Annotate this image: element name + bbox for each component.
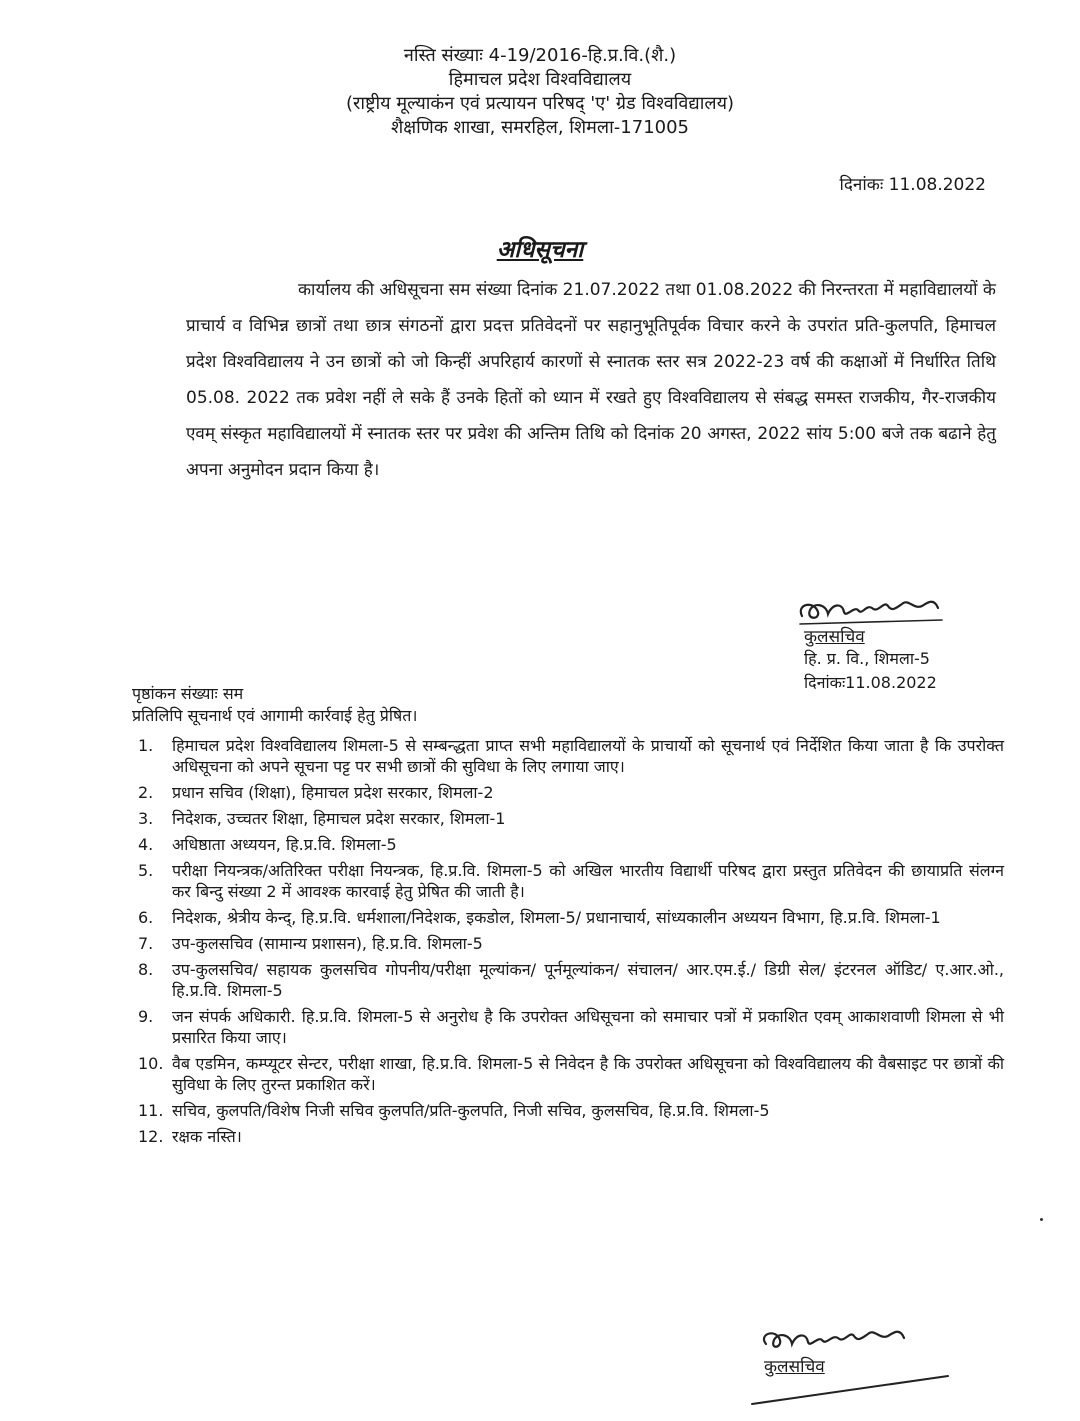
signatory-title: कुलसचिव [764,1357,825,1377]
list-item-number: 4. [138,835,154,854]
list-item-number: 1. [138,736,154,755]
list-item-number: 10. [138,1054,164,1073]
list-item-text: निदेशक, उच्चतर शिक्षा, हिमाचल प्रदेश सरकार, शिमला-1 [172,809,506,828]
list-item-text: रक्षक नस्ति। [172,1127,242,1146]
list-item-number: 7. [138,934,154,953]
list-item-text: सचिव, कुलपति/विशेष निजी सचिव कुलपति/प्रति-कुलपति, निजी सचिव, कुलसचिव, हि.प्र.वि. शिमला-5 [172,1101,770,1120]
list-item-text: प्रधान सचिव (शिक्षा), हिमाचल प्रदेश सरकार, शिमला-2 [172,783,494,802]
list-item [132,735,1004,777]
list-item-number: 2. [138,783,154,802]
letterhead [0,44,1080,140]
document-title: अधिसूचना [496,237,584,263]
list-item [132,1126,1004,1147]
endorsement [132,683,417,727]
signature-block [792,590,1012,695]
list-item [132,808,1004,829]
endorsement-number: पृष्ठांकन संख्याः सम [132,684,244,703]
stray-mark [1040,1218,1043,1221]
list-item [132,907,1004,928]
signatory-office: हि. प्र. वि., शिमला-5 [804,649,930,668]
university-name: हिमाचल प्रदेश विश्वविद्यालय [448,69,632,90]
issue-date: दिनांकः 11.08.2022 [839,175,986,195]
signature-underline [748,1372,958,1412]
list-item [132,782,1004,803]
list-item-number: 8. [138,960,154,979]
list-item-number: 5. [138,861,154,880]
list-item [132,860,1004,902]
notification-body: कार्यालय की अधिसूचना सम संख्या दिनांक 21.07.2022 तथा 01.08.2022 की निरन्तरता में महाविद्यालयों के प्राचार्य व विभिन्न छात्रों तथा छात्र संगठनों द्वारा प्रदत्त प्रतिवेदनों पर सहानुभूतिपूर्वक विचार करने के उपरांत प्रति-कुलपति, हिमाचल प्रदेश विश्वविद्यालय ने उन छात्रों को जो किन्हीं अपरिहार्य कारणों से स्नातक स्तर सत्र 2022-23 वर्ष की कक्षाओं में निर्धारित तिथि 05.08. 2022 तक प्रवेश नहीं ले सके हैं उनके हितों को ध्यान में रखते हुए विश्वविद्यालय से संबद्ध समस्त राजकीय, गैर-राजकीय एवम् संस्कृत महाविद्यालयों में स्नातक स्तर पर प्रवेश की अन्तिम तिथि को दिनांक 20 अगस्त, 2022 सांय 5:00 बजे तक बढाने हेतु अपना अनुमोदन प्रदान किया है। [186,280,996,480]
branch-address: शैक्षणिक शाखा, समरहिल, शिमला-171005 [391,117,689,138]
list-item [132,834,1004,855]
list-item [132,1053,1004,1095]
list-item-number: 12. [138,1127,164,1146]
list-item-number: 3. [138,809,154,828]
list-item-text: उप-कुलसचिव/ सहायक कुलसचिव गोपनीय/परीक्षा मूल्यांकन/ पूर्नमूल्यांकन/ संचालन/ आर.एम.ई./ डिग्री सेल/ इंटरनल ऑडिट/ ए.आर.ओ., हि.प्र.वि. शिमला-5 [172,960,1004,1000]
list-item [132,1100,1004,1121]
signature-date: दिनांकः11.08.2022 [804,673,937,692]
list-item-number: 9. [138,1007,154,1026]
accreditation-line: (राष्ट्रीय मूल्याकंन एवं प्रत्यायन परिषद् 'ए' ग्रेड विश्वविद्यालय) [345,93,735,114]
list-item-text: वैब एडमिन, कम्प्यूटर सेन्टर, परीक्षा शाखा, हि.प्र.वि. शिमला-5 से निवेदन है कि उपरोक्त अधिसूचना को विश्वविद्यालय की वैबसाइट पर छात्रों की सुविधा के लिए तुरन्त प्रकाशित करें। [172,1054,1004,1094]
list-item [132,933,1004,954]
list-item [132,959,1004,1001]
list-item-number: 11. [138,1101,164,1120]
signatory-title: कुलसचिव [804,627,865,647]
copy-recipient-list [132,735,1004,1152]
list-item-text: निदेशक, श्रेत्रीय केन्द्, हि.प्र.वि. धर्मशाला/निदेशक, इकडोल, शिमला-5/ प्रधानाचार्य, सांध्यकालीन अध्ययन विभाग, हि.प्र.वि. शिमला-1 [172,908,941,927]
file-number: नस्ति संख्याः 4-19/2016-हि.प्र.वि.(शै.) [403,45,677,66]
list-item [132,1006,1004,1048]
list-item-number: 6. [138,908,154,927]
list-item-text: परीक्षा नियन्त्रक/अतिरिक्त परीक्षा नियन्त्रक, हि.प्र.वि. शिमला-5 को अखिल भारतीय विद्यार्थी परिषद द्वारा प्रस्तुत प्रतिवेदन की छायाप्रति संलग्न कर बिन्दु संख्या 2 में आवश्क कारवाई हेतु प्रेषित की जाती है। [172,861,1004,901]
endorsement-intro: प्रतिलिपि सूचनार्थ एवं आगामी कार्रवाई हेतु प्रेषित। [132,706,418,725]
list-item-text: उप-कुलसचिव (सामान्य प्रशासन), हि.प्र.वि. शिमला-5 [172,934,483,953]
bottom-signature-block [752,1320,962,1377]
list-item-text: जन संपर्क अधिकारी. हि.प्र.वि. शिमला-5 से अनुरोध है कि उपरोक्त अधिसूचना को समाचार पत्रों में प्रकाशित एवम् आकाशवाणी शिमला से भी प्रसारित किया जाए। [172,1007,1004,1047]
list-item-text: हिमाचल प्रदेश विश्वविद्यालय शिमला-5 से सम्बन्द्धता प्राप्त सभी महाविद्यालयों के प्राचार्यो को सूचनार्थ एवं निर्देशित किया जाता है कि उपरोक्त अधिसूचना को अपने सूचना पट्ट पर सभी छात्रों की सुविधा के लिए लगाया जाए। [172,736,1004,776]
list-item-text: अधिष्ठाता अध्ययन, हि.प्र.वि. शिमला-5 [172,835,397,854]
